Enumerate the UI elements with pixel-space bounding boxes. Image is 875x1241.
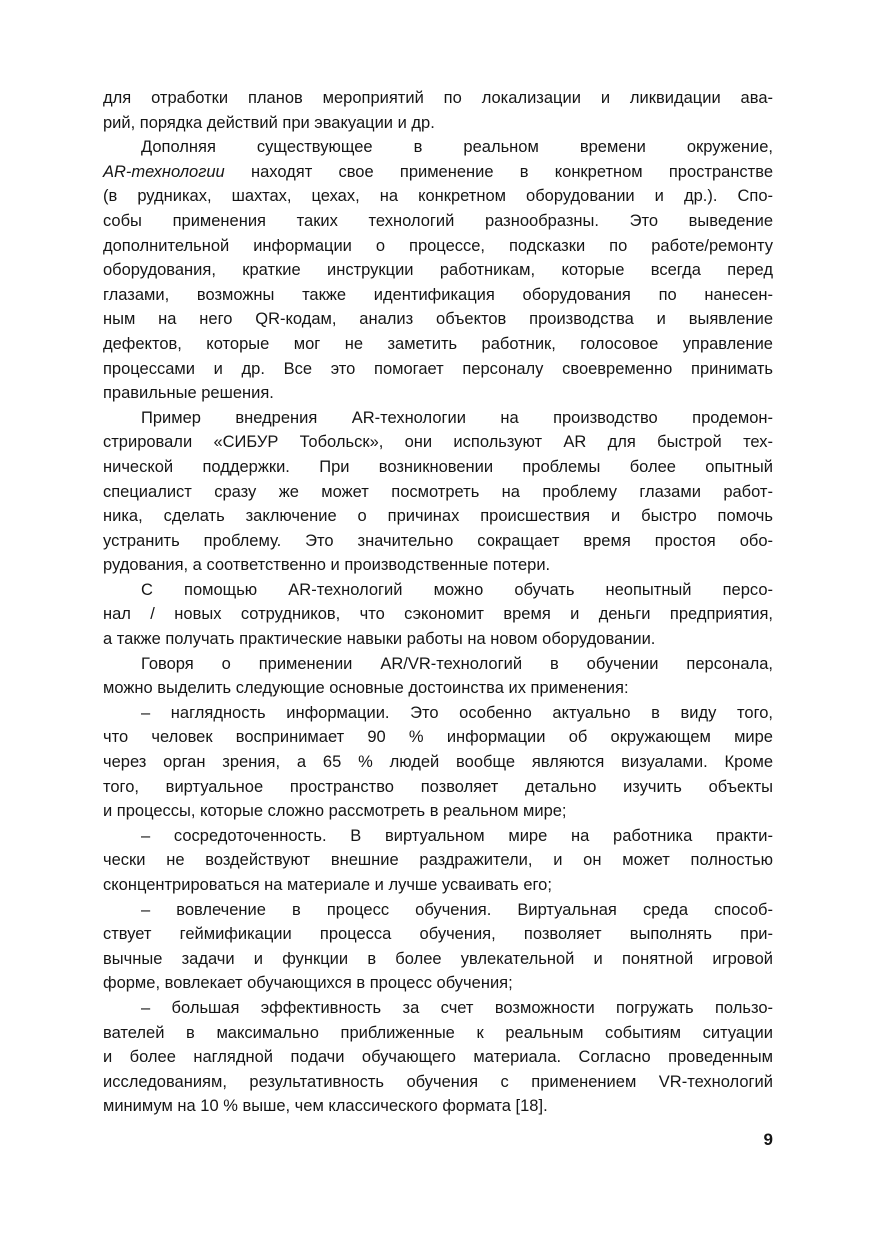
text-line: Пример внедрения AR-технологии на производство продемон- bbox=[141, 408, 773, 427]
text-line: – большая эффективность за счет возможности погружать пользо- bbox=[141, 998, 773, 1017]
text-line: можно выделить следующие основные достоинства их применения: bbox=[103, 679, 629, 698]
text-line: ника, сделать заключение о причинах происшествия и быстро помочь bbox=[103, 507, 773, 526]
text-line: для отработки планов мероприятий по локализации и ликвидации ава- bbox=[103, 89, 773, 107]
text-line: вателей в максимально приближенные к реальным событиям ситуации bbox=[103, 1023, 773, 1042]
text-line: исследованиям, результативность обучения с применением VR-технологий bbox=[103, 1072, 773, 1091]
text-line: (в рудниках, шахтах, цехах, на конкретном оборудовании и др.). Спо- bbox=[103, 187, 773, 206]
text-line: и более наглядной подачи обучающего материала. Согласно проведенным bbox=[103, 1048, 773, 1067]
text-line: оборудования, краткие инструкции работникам, которые всегда перед bbox=[103, 261, 773, 280]
text-line: минимум на 10 % выше, чем классического формата [18]. bbox=[103, 1097, 548, 1116]
text-line: вычные задачи и функции в более увлекательной и понятной игровой bbox=[103, 949, 773, 968]
page-number: 9 bbox=[763, 1130, 773, 1149]
paragraph bbox=[103, 86, 773, 135]
paragraph bbox=[103, 652, 773, 701]
text-line: через орган зрения, а 65 % людей вообще являются визуалами. Кроме bbox=[103, 753, 773, 772]
text-line: специалист сразу же может посмотреть на проблему глазами работ- bbox=[103, 482, 773, 501]
text-line: нической поддержки. При возникновении проблемы более опытный bbox=[103, 457, 773, 476]
text-line: стрировали «СИБУР Тобольск», они используют AR для быстрой тех- bbox=[103, 433, 773, 452]
text-line: дефектов, которые мог не заметить работник, голосовое управление bbox=[103, 334, 773, 353]
text-segment: находят свое применение в конкретном пространстве bbox=[224, 162, 773, 181]
paragraph bbox=[103, 996, 773, 1119]
text-line: собы применения таких технологий разнообразны. Это выведение bbox=[103, 211, 773, 230]
text-line: глазами, возможны также идентификация оборудования по нанесен- bbox=[103, 285, 773, 304]
text-line: правильные решения. bbox=[103, 384, 274, 403]
text-line: и процессы, которые сложно рассмотреть в реальном мире; bbox=[103, 802, 567, 821]
text-line: ствует геймификации процесса обучения, позволяет выполнять при- bbox=[103, 925, 773, 944]
text-line: ным на него QR-кодам, анализ объектов производства и выявление bbox=[103, 310, 773, 329]
italic-term: AR-технологии bbox=[103, 162, 225, 181]
text-line: процессами и др. Все это помогает персоналу своевременно принимать bbox=[103, 359, 773, 378]
text-line: – сосредоточенность. В виртуальном мире на работника практи- bbox=[141, 826, 773, 845]
paragraph list-item bbox=[103, 701, 773, 824]
text-line: рий, порядка действий при эвакуации и др. bbox=[103, 113, 435, 132]
text-line: нал / новых сотрудников, что сэкономит время и деньги предприятия, bbox=[103, 605, 773, 624]
text-line bbox=[103, 160, 773, 185]
text-line: С помощью AR-технологий можно обучать неопытный персо- bbox=[141, 580, 773, 599]
text-line: чески не воздействуют внешние раздражители, и он может полностью bbox=[103, 851, 773, 870]
text-line: – вовлечение в процесс обучения. Виртуальная среда способ- bbox=[141, 900, 773, 919]
text-line: сконцентрироваться на материале и лучше усваивать его; bbox=[103, 876, 552, 894]
text-line: рудования, а соответственно и производственные потери. bbox=[103, 556, 551, 575]
text-line: Дополняя существующее в реальном времени окружение, bbox=[141, 138, 773, 157]
paragraph bbox=[103, 135, 773, 406]
paragraph bbox=[103, 898, 773, 996]
paragraph bbox=[103, 406, 773, 578]
text-line: – наглядность информации. Это особенно актуально в виду того, bbox=[141, 703, 773, 722]
paragraph bbox=[103, 824, 773, 898]
text-line: форме, вовлекает обучающихся в процесс обучения; bbox=[103, 974, 513, 993]
text-line: Говоря о применении AR/VR-технологий в обучении персонала, bbox=[141, 654, 773, 673]
text-line: что человек воспринимает 90 % информации об окружающем мире bbox=[103, 728, 773, 747]
text-line: устранить проблему. Это значительно сокращает время простоя обо- bbox=[103, 531, 773, 550]
text-line: дополнительной информации о процессе, подсказки по работе/ремонту bbox=[103, 236, 773, 255]
text-line: а также получать практические навыки работы на новом оборудовании. bbox=[103, 630, 656, 649]
text-block bbox=[103, 86, 773, 1119]
text-line: того, виртуальное пространство позволяет детально изучить объекты bbox=[103, 777, 773, 796]
paragraph bbox=[103, 578, 773, 652]
